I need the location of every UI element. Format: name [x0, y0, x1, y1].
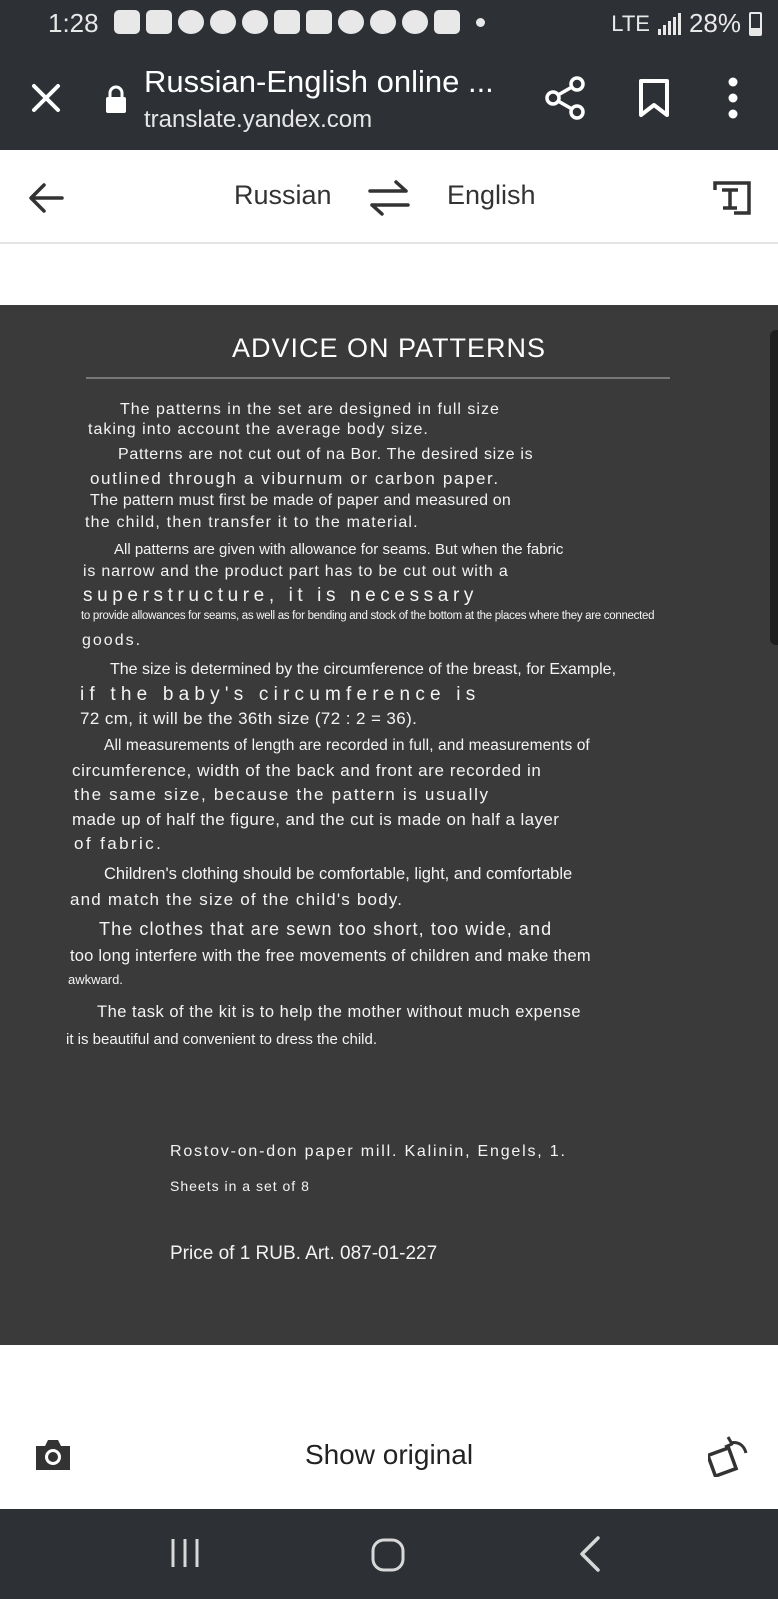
text-mode-icon[interactable]	[712, 180, 752, 216]
page-title[interactable]: Russian-English online ...	[144, 64, 494, 99]
text-line: 72 cm, it will be the 36th size (72 : 2 = 36).	[80, 709, 418, 728]
text-line: goods.	[82, 632, 143, 649]
target-language[interactable]: English	[447, 180, 536, 210]
lock-icon	[104, 84, 128, 114]
status-right	[611, 8, 762, 39]
text-line: the child, then transfer it to the material.	[85, 514, 419, 531]
recent-apps-icon[interactable]	[168, 1537, 202, 1569]
text-line: made up of half the figure, and the cut is made on half a layer	[72, 810, 560, 829]
swap-languages-icon[interactable]	[366, 178, 412, 218]
notification-icons	[114, 10, 495, 34]
source-language[interactable]: Russian	[234, 180, 332, 210]
language-bar	[0, 150, 778, 244]
text-line: taking into account the average body size.	[88, 421, 429, 438]
text-line: The clothes that are sewn too short, too wide, and	[99, 919, 553, 939]
shopping-bag-icon	[114, 10, 140, 34]
cloud-app-icon	[178, 10, 204, 34]
text-line: it is beautiful and convenient to dress the child.	[66, 1031, 378, 1048]
text-line: Children's clothing should be comfortable, light, and comfortable	[104, 865, 573, 883]
share-icon[interactable]	[544, 76, 586, 120]
cloud-app-icon	[210, 10, 236, 34]
system-nav-bar	[0, 1509, 778, 1599]
more-notifications-dot-icon	[476, 18, 485, 27]
text-line: and match the size of the child's body.	[70, 890, 404, 909]
rotate-icon[interactable]	[708, 1431, 752, 1477]
show-original-button[interactable]: Show original	[304, 1439, 474, 1470]
paypal-icon	[306, 10, 332, 34]
footer-mill: Rostov-on-don paper mill. Kalinin, Engels, 1.	[170, 1143, 567, 1160]
twitter-icon	[402, 10, 428, 34]
text-line: to provide allowances for seams, as well as for bending and stock of the bottom at the places where they are connected	[81, 610, 655, 622]
text-line: of fabric.	[74, 834, 164, 853]
text-line: The pattern must first be made of paper and measured on	[90, 492, 512, 509]
letgo-icon	[434, 10, 460, 34]
battery-level: 28%	[688, 8, 741, 38]
home-icon[interactable]	[370, 1537, 406, 1573]
text-line: outlined through a viburnum or carbon paper.	[90, 469, 500, 488]
text-line: superstructure, it is necessary	[83, 585, 478, 606]
back-nav-icon[interactable]	[578, 1535, 602, 1573]
document-heading: ADVICE ON PATTERNS	[231, 333, 547, 363]
status-bar	[0, 0, 778, 48]
text-line: is narrow and the product part has to be cut out with a	[83, 563, 509, 580]
page-url[interactable]: translate.yandex.com	[144, 106, 373, 133]
browser-toolbar	[0, 48, 778, 150]
outlook-icon	[274, 10, 300, 34]
text-line: The patterns in the set are designed in full size	[120, 401, 500, 418]
venmo-icon	[146, 10, 172, 34]
text-line: the same size, because the pattern is usually	[74, 785, 490, 804]
heading-underline	[86, 377, 670, 379]
battery-icon	[749, 12, 762, 36]
bookmark-icon[interactable]	[636, 78, 672, 118]
text-line: if the baby's circumference is	[80, 684, 481, 705]
text-line: awkward.	[68, 972, 123, 987]
action-bar	[0, 1345, 778, 1509]
text-line: All patterns are given with allowance for seams. But when the fabric	[114, 541, 564, 558]
footer-sheets: Sheets in a set of 8	[170, 1178, 310, 1194]
footer-price: Price of 1 RUB. Art. 087-01-227	[170, 1243, 438, 1264]
network-type: LTE	[611, 10, 650, 36]
page-edge	[770, 330, 778, 645]
close-icon[interactable]	[26, 78, 66, 118]
text-line: All measurements of length are recorded in full, and measurements of	[104, 737, 590, 754]
back-arrow-icon[interactable]	[26, 178, 66, 218]
text-line: too long interfere with the free movements of children and make them	[70, 947, 591, 965]
twitter-icon	[370, 10, 396, 34]
status-time: 1:28	[48, 8, 99, 38]
text-line: The size is determined by the circumference of the breast, for Example,	[110, 661, 617, 678]
more-options-icon[interactable]	[720, 76, 746, 120]
cloud-app-icon	[242, 10, 268, 34]
twitter-icon	[338, 10, 364, 34]
document-photo	[0, 305, 778, 1345]
text-line: The task of the kit is to help the mother without much expense	[97, 1003, 582, 1021]
text-line: circumference, width of the back and front are recorded in	[72, 761, 542, 780]
signal-icon	[658, 13, 681, 35]
text-line: Patterns are not cut out of na Bor. The desired size is	[118, 446, 534, 463]
